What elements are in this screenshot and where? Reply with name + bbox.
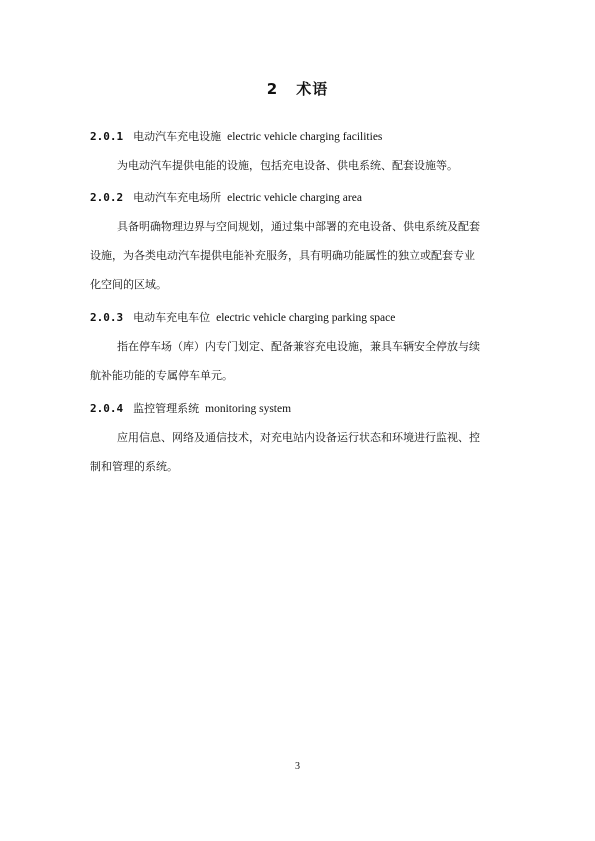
- term-english: electric vehicle charging parking space: [216, 312, 396, 324]
- term-number: 2.0.3: [90, 311, 124, 324]
- term-definition-line: 制和管理的系统。: [90, 460, 178, 473]
- term-chinese: 电动汽车充电设施: [133, 130, 222, 143]
- chapter-title-text: 术语: [296, 80, 329, 98]
- term-definition-line: 应用信息、网络及通信技术，对充电站内设备运行状态和环境进行监视、控: [117, 431, 480, 444]
- chapter-number: 2: [266, 80, 279, 98]
- term-definition-line: 航补能功能的专属停车单元。: [90, 369, 233, 382]
- term-chinese: 电动汽车充电场所: [133, 191, 222, 204]
- term-number: 2.0.4: [90, 402, 124, 415]
- term-chinese: 电动车充电车位: [133, 311, 211, 324]
- term-heading: [90, 309, 395, 325]
- page-number: 3: [295, 761, 300, 772]
- term-definition-line: 为电动汽车提供电能的设施，包括充电设备、供电系统、配套设施等。: [117, 159, 458, 172]
- chapter-title: [0, 78, 595, 99]
- term-definition-line: 具备明确物理边界与空间规划，通过集中部署的充电设备、供电系统及配套: [117, 220, 480, 233]
- term-chinese: 监控管理系统: [133, 402, 200, 415]
- term-number: 2.0.1: [90, 130, 124, 143]
- term-definition-line: 设施，为各类电动汽车提供电能补充服务，具有明确功能属性的独立或配套专业: [90, 249, 475, 262]
- term-definition-line: 指在停车场（库）内专门划定、配备兼容充电设施，兼具车辆安全停放与续: [117, 340, 480, 353]
- term-definition-line: 化空间的区域。: [90, 278, 167, 291]
- term-english: monitoring system: [205, 403, 292, 415]
- term-heading: [90, 400, 291, 416]
- term-heading: [90, 128, 382, 144]
- term-english: electric vehicle charging area: [227, 192, 362, 204]
- term-number: 2.0.2: [90, 191, 124, 204]
- term-english: electric vehicle charging facilities: [227, 131, 383, 143]
- term-heading: [90, 189, 362, 205]
